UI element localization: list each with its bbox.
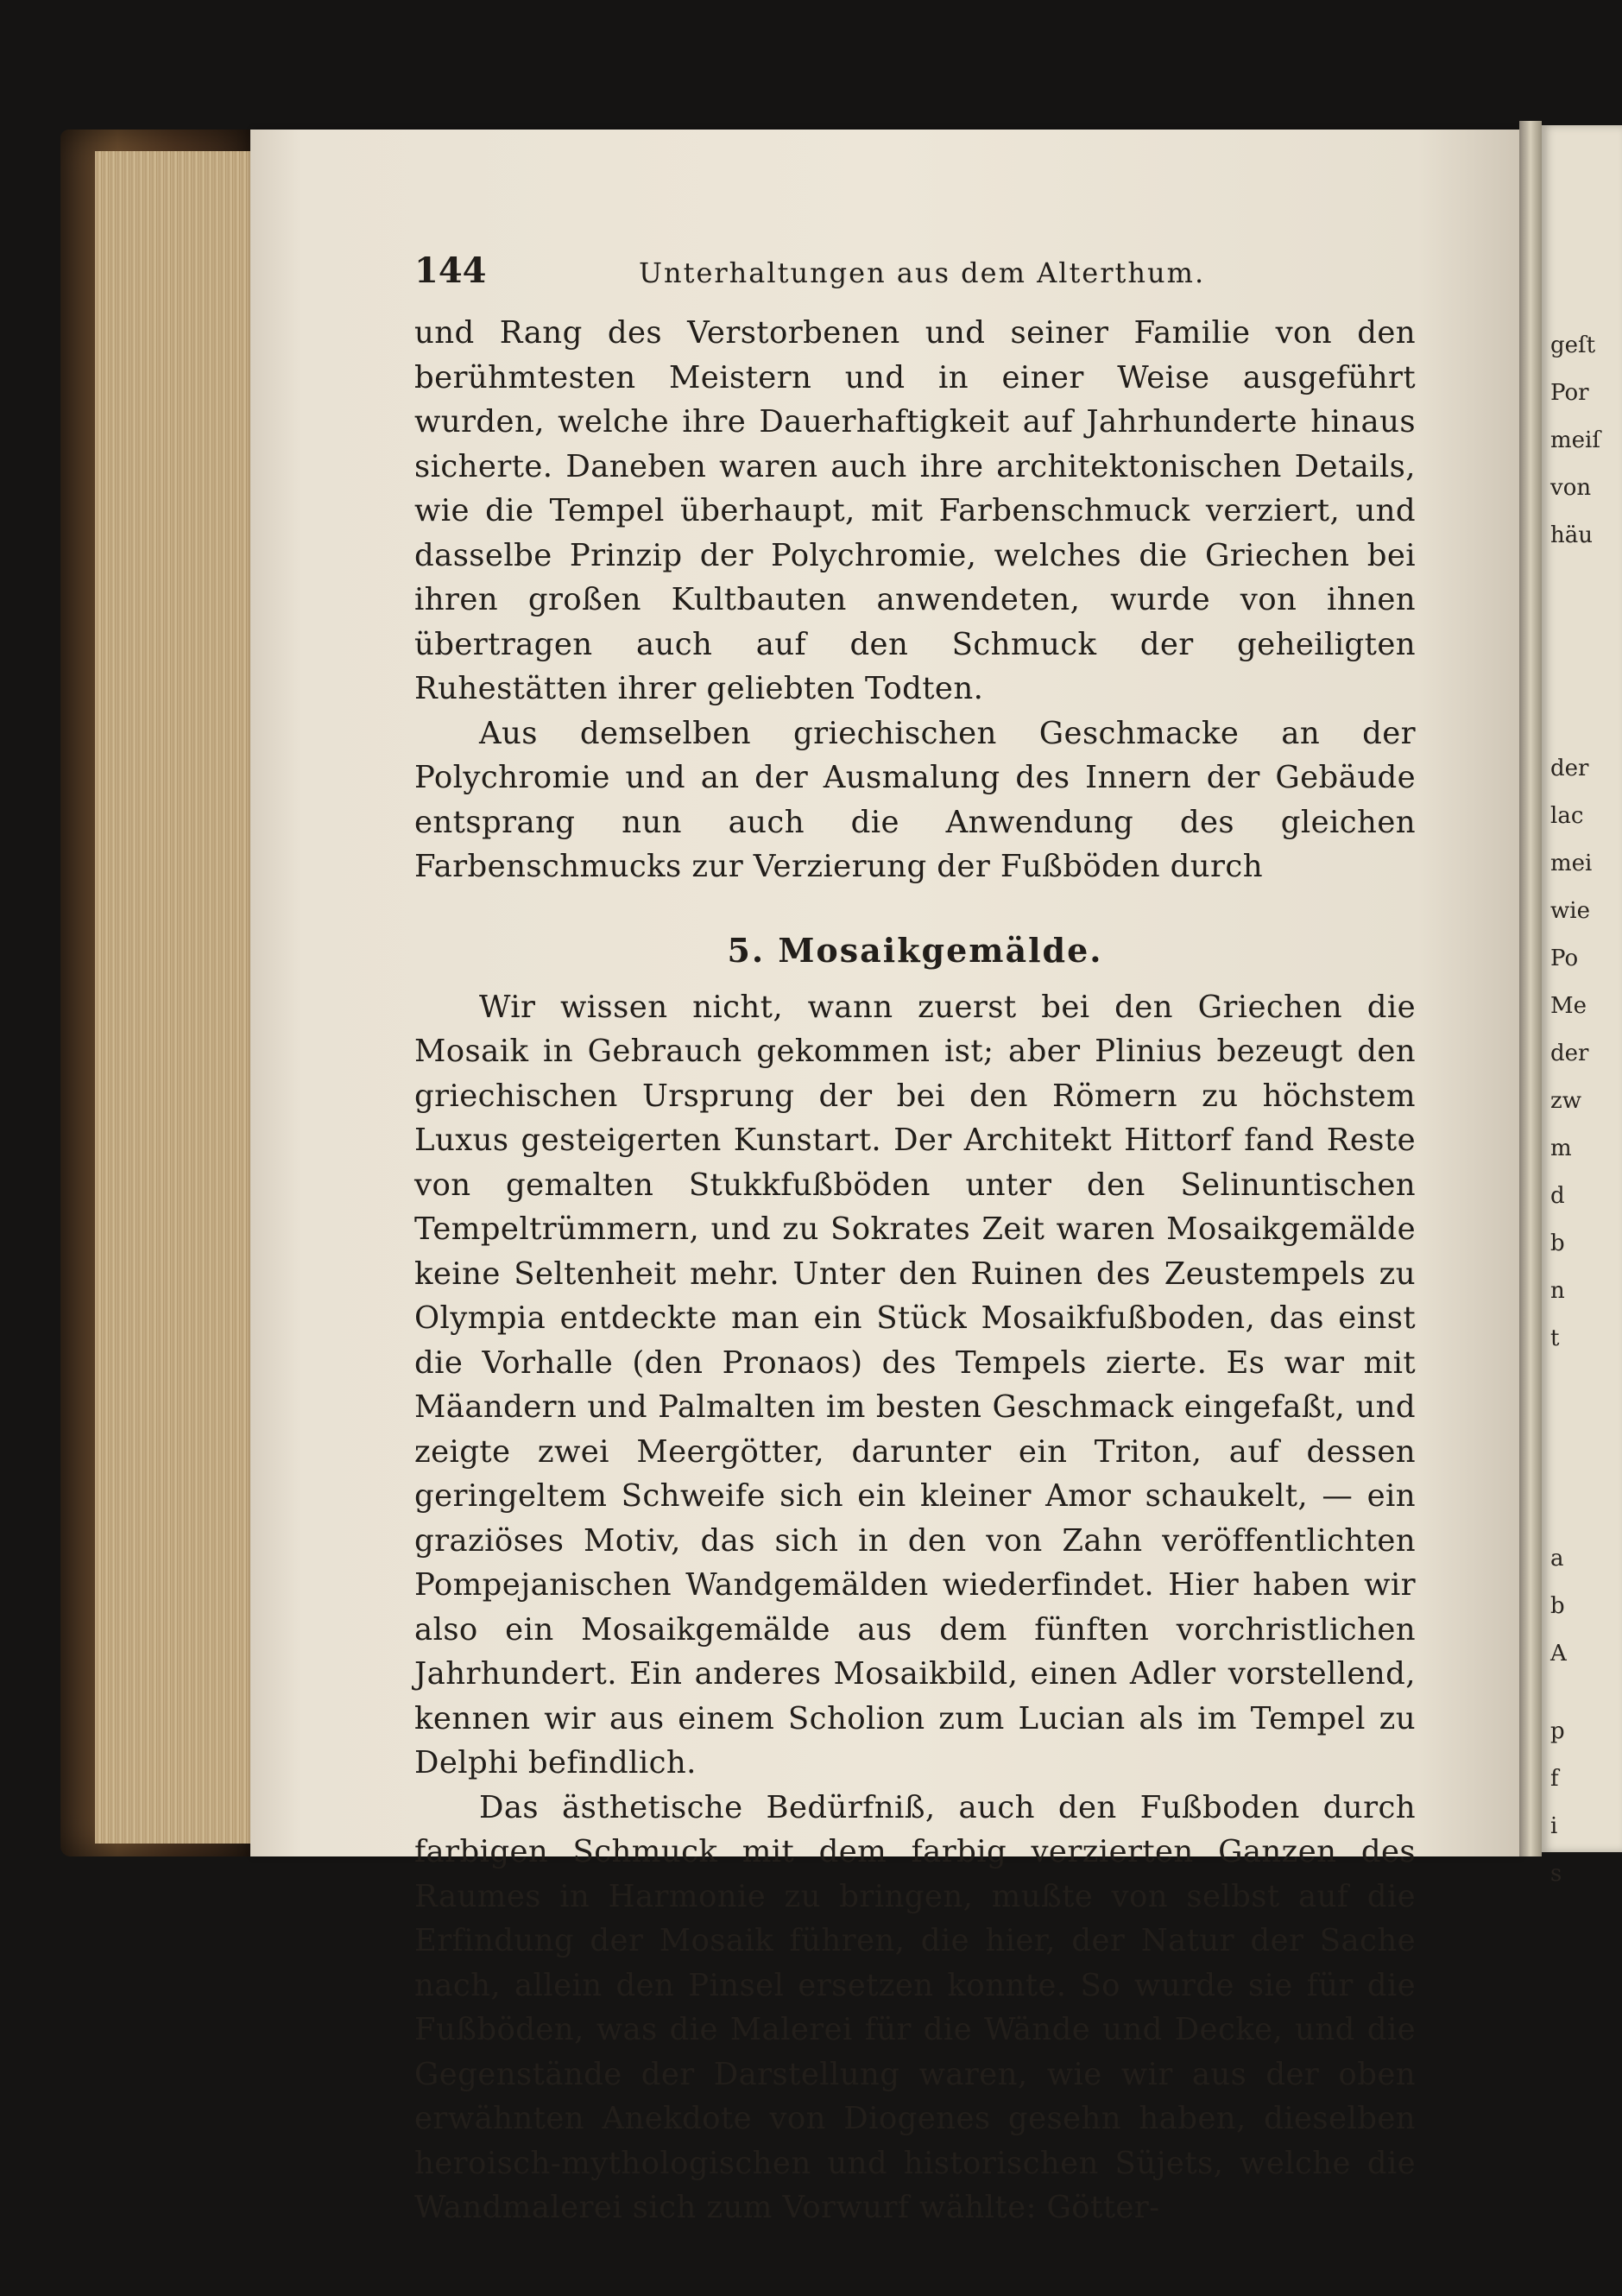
facing-page-fragment: Me [1550,993,1587,1019]
facing-page-fragment: b [1550,1593,1565,1619]
paragraph: Das ästhetische Bedürfniß, auch den Fußboden durch farbigen Schmuck mit dem farbig verzierten Ganzen des Raumes in Harmonie zu bringen, mußte von selbst auf die Erfindung der Mosaik führen, die hier, der Natur der Sache nach, allein den Pinsel ersetzen konnte. So wurde sie für die Fußböden, was die Malerei für die Wände und Decke, und die Gegenstände der Darstellung waren, wie wir aus der oben erwähnten Anekdote von Diogenes gesehn haben, dieselben heroisch-mythologischen und historischen Süjets, welche die Wandmalerei sich zum Vorwurf wählte: Götter- [414,1789,1416,2225]
facing-page-fragment: s [1550,1861,1562,1887]
facing-page-fragment: d [1550,1183,1565,1209]
facing-page-fragment: a [1550,1546,1564,1572]
facing-page-fragment: von [1550,475,1592,501]
facing-page-fragment: zw [1550,1088,1581,1114]
facing-page-fragment: f [1550,1766,1559,1792]
facing-page-fragment: Po [1550,946,1579,971]
page-edges [95,151,259,1844]
facing-page-fragment: der [1550,1040,1589,1066]
section-heading: 5. Mosaikgemälde. [727,930,1103,970]
facing-page-fragment: Por [1550,380,1589,406]
facing-page-fragment: n [1550,1278,1565,1304]
facing-page [1542,125,1622,1887]
book-gutter [1519,121,1542,1856]
paragraph: und Rang des Verstorbenen und seiner Familie von den berühmtesten Meistern und in einer Weise ausgeführt wurden, welche ihre Dauerhaftigkeit auf Jahrhunderte hinaus sicherte. Daneben waren auch ihre architektonischen Details, wie die Tempel überhaupt, mit Farbenschmuck verziert, und dasselbe Prinzip der Polychromie, welches die Griechen bei ihren großen Kultbauten anwendeten, wurde von ihnen übertragen auch auf den Schmuck der geheiligten Ruhestätten ihrer geliebten Todten. [414,315,1416,706]
facing-page-fragment: häu [1550,522,1593,548]
page-header [414,250,1416,302]
facing-page-fragment: lac [1550,803,1584,829]
facing-page-fragment: der [1550,756,1589,781]
facing-page-fragment: i [1550,1813,1558,1839]
facing-page-fragment: meiſ [1550,427,1600,453]
facing-page-fragment: wie [1550,898,1590,924]
facing-page-fragment: geſt [1550,332,1596,358]
facing-page-fragment: b [1550,1230,1565,1256]
facing-page-fragment: t [1550,1325,1560,1351]
paragraph: Aus demselben griechischen Geschmacke an der Polychromie und an der Ausmalung des Innern der Gebäude entsprang nun auch die Anwendung des gleichen Farbenschmucks zur Verzierung der Fußböden durch [414,715,1416,884]
page-content [414,250,1416,2230]
facing-page-fragment: m [1550,1135,1572,1161]
paragraph: Wir wissen nicht, wann zuerst bei den Griechen die Mosaik in Gebrauch gekommen ist; aber Plinius bezeugt den griechischen Ursprung der bei den Römern zu höchstem Luxus gesteigerten Kunstart. Der Architekt Hittorf fand Reste von gemalten Stukkfußböden unter den Selinuntischen Tempeltrümmern, und zu Sokrates Zeit waren Mosaikgemälde keine Seltenheit mehr. Unter den Ruinen des Zeustempels zu Olympia entdeckte man ein Stück Mosaikfußboden, das einst die Vorhalle (den Pronaos) des Tempels zierte. Es war mit Mäandern und Palmalten im besten Geschmack eingefaßt, und zeigte zwei Meergötter, darunter ein Triton, auf dessen geringeltem Schweife sich ein kleiner Amor schaukelt, — ein graziöses Motiv, das sich in den von Zahn veröffentlichten Pompejanischen Wandgemälden wiederfindet. Hier haben wir also ein Mosaikgemälde aus dem fünften vorchristlichen Jahrhundert. Ein anderes Mosaikbild, einen Adler vorstellend, kennen wir aus einem Scholion zum Lucian als im Tempel zu Delphi befindlich. [414,989,1416,1781]
page-number: 144 [414,250,487,291]
facing-page-fragment: mei [1550,851,1593,876]
running-title: Unterhaltungen aus dem Alterthum. [639,256,1206,289]
book-page [250,130,1519,2225]
facing-page-fragment: A [1550,1641,1567,1667]
facing-page-fragment: p [1550,1718,1565,1744]
